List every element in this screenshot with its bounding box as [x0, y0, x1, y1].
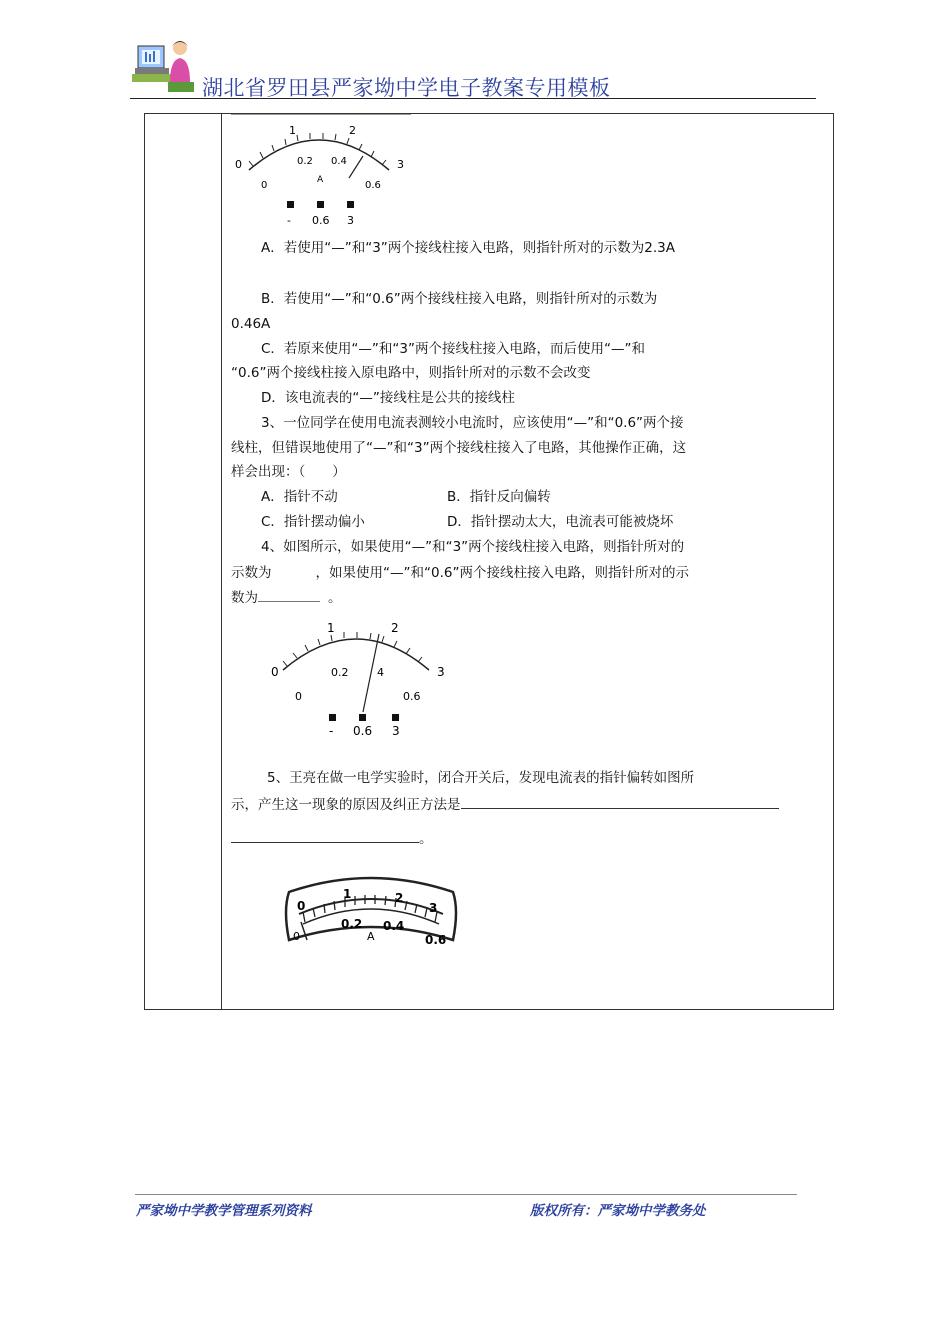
table-content-cell [231, 114, 827, 1009]
ammeter-diagram-2 [271, 614, 471, 736]
page-header [130, 30, 816, 102]
lesson-table [144, 113, 834, 1010]
meter1-lower-tick-1: 0.2 [297, 156, 313, 167]
q5-line2-text: 示，产生这一现象的原因及纠正方法是 [231, 797, 461, 813]
footer-series-label: 严家坳中学教学管理系列资料 [136, 1203, 312, 1219]
meter2-lower-tick-3: 0.6 [403, 690, 421, 703]
meter1-upper-tick-2: 2 [349, 124, 356, 137]
meter2-lower-tick-0: 0 [295, 690, 302, 703]
teacher-computer-logo-icon [132, 34, 200, 96]
q3-stem-line3: 样会出现：（ ） [231, 464, 346, 480]
q3-stem-line1: 3、一位同学在使用电流表测较小电流时，应该使用“—”和“0.6”两个接 [261, 415, 684, 431]
meter2-upper-tick-2: 2 [391, 621, 399, 635]
meter3-lower-tick-0-6: 0.6 [425, 933, 447, 947]
meter2-terminal-label-negative: - [329, 724, 334, 736]
q5-stem-line3 [231, 828, 433, 848]
q5-stem-line1: 5、王亮在做一电学实验时，闭合开关后，发现电流表的指针偏转如图所 [267, 770, 695, 786]
q4-answer-blank-2 [258, 587, 320, 602]
meter1-lower-tick-2: 0.4 [331, 156, 347, 167]
meter2-upper-tick-3: 3 [437, 665, 445, 679]
page-title: 湖北省罗田县严家坳中学电子教案专用模板 [202, 76, 611, 100]
q5-line3-end: 。 [419, 831, 433, 847]
meter3-upper-tick-1: 1 [343, 887, 352, 901]
q5-stem-line2 [231, 794, 779, 814]
meter1-terminal-label-3: 3 [347, 214, 354, 227]
q3-option-d: D．指针摆动太大，电流表可能被烧坏 [447, 514, 674, 530]
meter2-upper-tick-1: 1 [327, 621, 335, 635]
q4-answer-blank-1 [272, 562, 316, 577]
q4-stem-line1: 4、如图所示，如果使用“—”和“3”两个接线柱接入电路，则指针所对的 [261, 539, 685, 555]
meter2-terminal-0-6-icon [359, 714, 366, 721]
q3-stem-line2: 线柱，但错误地使用了“—”和“3”两个接线柱接入了电路，其他操作正确，这 [231, 440, 687, 456]
meter1-terminal-label-0-6: 0.6 [312, 214, 330, 227]
meter1-unit-label: A [317, 175, 324, 185]
meter1-lower-tick-3: 0.6 [365, 180, 381, 191]
footer-copyright: 版权所有：严家坳中学教务处 [530, 1203, 706, 1219]
q2-option-d: D．该电流表的“—”接线柱是公共的接线柱 [261, 390, 515, 406]
meter2-lower-tick-2: 4 [377, 666, 384, 679]
meter1-upper-tick-1: 1 [289, 124, 296, 137]
meter2-terminal-negative-icon [329, 714, 336, 721]
q4-line3-end: 。 [328, 590, 342, 606]
meter1-lower-tick-0: 0 [261, 180, 268, 191]
meter2-terminal-label-3: 3 [392, 724, 400, 736]
meter1-terminal-label-negative: - [287, 214, 291, 227]
meter2-lower-tick-1: 0.2 [331, 666, 349, 679]
meter2-terminal-label-0-6: 0.6 [353, 724, 373, 736]
meter3-zero-label: 0 [293, 930, 300, 943]
q3-option-a: A．指针不动 [261, 489, 338, 505]
meter1-upper-tick-0: 0 [235, 158, 242, 171]
table-column-divider [221, 114, 222, 1009]
q2-option-b-line2: 0.46A [231, 316, 271, 332]
q5-answer-blank-1 [461, 794, 779, 809]
ammeter-diagram-3 [279, 870, 469, 950]
meter1-terminal-negative-icon [287, 201, 294, 208]
meter3-unit-label: A [367, 930, 375, 943]
q3-option-c: C．指针摆动偏小 [261, 514, 365, 530]
meter1-upper-tick-3: 3 [397, 158, 404, 171]
q4-stem-line3 [231, 587, 342, 607]
q4-stem-line2 [231, 562, 689, 582]
meter1-terminal-0-6-icon [317, 201, 324, 208]
q2-option-b-line1: B．若使用“—”和“0.6”两个接线柱接入电路，则指针所对的示数为 [261, 291, 658, 307]
q4-line3-start: 数为 [231, 590, 258, 606]
meter2-upper-tick-0: 0 [271, 665, 279, 679]
q5-answer-blank-2 [231, 828, 419, 843]
q2-option-c-line1: C．若原来使用“—”和“3”两个接线柱接入电路，而后使用“—”和 [261, 341, 645, 357]
q3-option-b: B．指针反向偏转 [447, 489, 551, 505]
footer-rule [135, 1194, 797, 1195]
meter2-terminal-3-icon [392, 714, 399, 721]
header-rule [130, 98, 816, 99]
q2-option-c-line2: “0.6”两个接线柱接入原电路中，则指针所对的示数不会改变 [231, 365, 591, 381]
ammeter-diagram-1 [231, 114, 431, 229]
meter3-lower-tick-0-2: 0.2 [341, 917, 363, 931]
meter3-upper-tick-2: 2 [395, 891, 404, 905]
meter3-upper-tick-3: 3 [429, 901, 438, 915]
meter3-lower-tick-0-4: 0.4 [383, 919, 405, 933]
q4-line2-start: 示数为 [231, 565, 272, 581]
q4-line2-rest: ，如果使用“—”和“0.6”两个接线柱接入电路，则指针所对的示 [315, 565, 689, 581]
meter3-upper-tick-0: 0 [297, 899, 306, 913]
q2-option-a: A．若使用“—”和“3”两个接线柱接入电路，则指针所对的示数为2.3A [261, 240, 676, 256]
meter1-terminal-3-icon [347, 201, 354, 208]
